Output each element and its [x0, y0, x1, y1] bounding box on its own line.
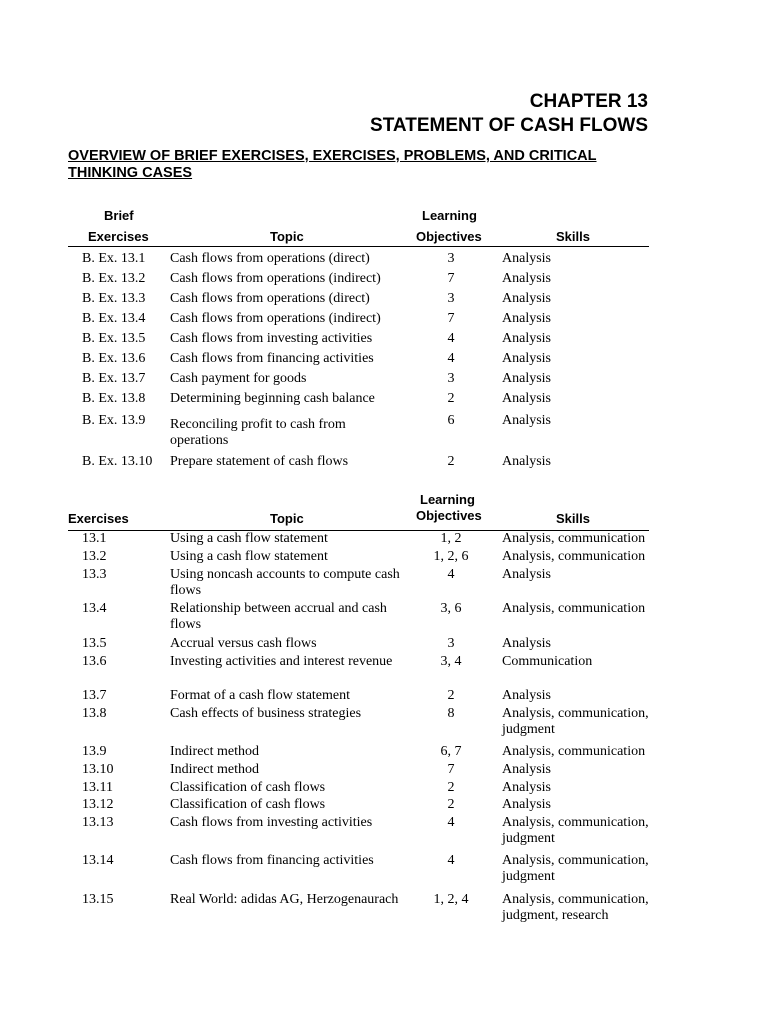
row-skills: Analysis	[502, 351, 551, 366]
header-learning: Learning	[420, 492, 475, 507]
row-skills: Analysis, communication	[502, 531, 646, 546]
row-id: B. Ex. 13.3	[82, 291, 146, 306]
header-exercises: Exercises	[88, 229, 149, 244]
row-id: 13.11	[82, 780, 113, 795]
header-topic: Topic	[270, 511, 304, 526]
header-exercises: Exercises	[68, 511, 129, 526]
row-skills: Analysis	[502, 454, 551, 469]
row-topic: Prepare statement of cash flows	[170, 454, 349, 469]
row-learning-objectives: 2	[447, 391, 455, 406]
row-skills: Analysis	[502, 251, 551, 266]
row-learning-objectives: 3, 6	[440, 601, 462, 616]
row-skills: Analysis, communication	[502, 549, 646, 564]
row-id: 13.4	[82, 601, 107, 616]
row-topic: Cash flows from operations (indirect)	[170, 271, 381, 286]
row-learning-objectives: 6, 7	[440, 744, 462, 759]
row-learning-objectives: 3	[447, 291, 455, 306]
row-learning-objectives: 8	[447, 706, 455, 721]
row-learning-objectives: 3	[447, 636, 455, 651]
row-id: 13.12	[82, 797, 114, 812]
row-id: B. Ex. 13.6	[82, 351, 146, 366]
row-id: B. Ex. 13.8	[82, 391, 146, 406]
row-topic: Cash flows from operations (direct)	[170, 291, 370, 306]
header-skills: Skills	[556, 511, 590, 526]
row-skills: Analysis	[502, 391, 551, 406]
row-skills: Analysis	[502, 291, 551, 306]
row-skills: Analysis	[502, 371, 551, 386]
row-learning-objectives: 7	[447, 311, 455, 326]
brief-table-header	[68, 206, 649, 247]
row-topic: Determining beginning cash balance	[170, 391, 375, 406]
row-skills: Analysis	[502, 636, 551, 651]
row-skills: Analysis	[502, 271, 551, 286]
row-learning-objectives: 7	[447, 762, 455, 777]
row-topic: Using a cash flow statement	[170, 549, 328, 564]
row-id: B. Ex. 13.10	[82, 454, 153, 469]
row-topic: Cash flows from investing activities	[170, 815, 373, 830]
row-skills: Analysis	[502, 567, 551, 582]
row-topic: Investing activities and interest revenue	[170, 654, 393, 669]
row-id: B. Ex. 13.9	[82, 413, 146, 428]
row-learning-objectives: 2	[447, 797, 455, 812]
row-id: 13.15	[82, 892, 114, 907]
row-skills: Analysis, communication, judgment	[502, 706, 649, 737]
row-topic: Cash flows from operations (indirect)	[170, 311, 381, 326]
row-topic: Classification of cash flows	[170, 780, 326, 795]
row-learning-objectives: 4	[447, 351, 455, 366]
row-topic: Cash flows from investing activities	[170, 331, 373, 346]
row-topic: Cash flows from financing activities	[170, 351, 374, 366]
row-topic: Classification of cash flows	[170, 797, 326, 812]
header-objectives: Objectives	[416, 508, 482, 523]
row-skills: Analysis	[502, 413, 551, 428]
row-learning-objectives: 2	[447, 688, 455, 703]
row-id: 13.8	[82, 706, 107, 721]
row-skills: Analysis, communication, judgment	[502, 853, 649, 884]
row-topic: Reconciling profit to cash from operations	[170, 417, 346, 448]
row-skills: Analysis, communication	[502, 601, 646, 616]
row-learning-objectives: 7	[447, 271, 455, 286]
header-topic: Topic	[270, 229, 304, 244]
row-topic: Using a cash flow statement	[170, 531, 328, 546]
chapter-title: STATEMENT OF CASH FLOWS	[370, 115, 648, 136]
row-learning-objectives: 4	[447, 567, 455, 582]
row-learning-objectives: 1, 2, 4	[433, 892, 469, 907]
row-learning-objectives: 6	[447, 413, 455, 428]
row-id: 13.9	[82, 744, 107, 759]
row-skills: Analysis, communication, judgment, research	[502, 892, 649, 923]
row-learning-objectives: 2	[447, 454, 455, 469]
row-learning-objectives: 4	[447, 331, 455, 346]
row-learning-objectives: 1, 2, 6	[433, 549, 469, 564]
row-id: 13.5	[82, 636, 107, 651]
row-id: 13.2	[82, 549, 107, 564]
brief-exercises-table	[68, 206, 649, 469]
row-learning-objectives: 3	[447, 371, 455, 386]
row-skills: Communication	[502, 654, 593, 669]
row-id: B. Ex. 13.1	[82, 251, 146, 266]
row-topic: Indirect method	[170, 744, 260, 759]
row-skills: Analysis	[502, 780, 551, 795]
row-learning-objectives: 4	[447, 815, 455, 830]
row-id: B. Ex. 13.7	[82, 371, 146, 386]
row-topic: Indirect method	[170, 762, 260, 777]
row-id: 13.14	[82, 853, 114, 868]
row-topic: Cash flows from operations (direct)	[170, 251, 370, 266]
row-id: 13.6	[82, 654, 107, 669]
header-skills: Skills	[556, 229, 590, 244]
row-skills: Analysis, communication	[502, 744, 646, 759]
overview-heading: OVERVIEW OF BRIEF EXERCISES, EXERCISES, PROBLEMS, AND CRITICAL THINKING CASES	[68, 148, 597, 181]
row-topic: Using noncash accounts to compute cash flows	[170, 567, 400, 598]
exercise-table-header	[68, 490, 649, 531]
row-id: B. Ex. 13.4	[82, 311, 146, 326]
row-learning-objectives: 3, 4	[440, 654, 462, 669]
row-topic: Cash flows from financing activities	[170, 853, 374, 868]
row-topic: Format of a cash flow statement	[170, 688, 351, 703]
row-topic: Accrual versus cash flows	[170, 636, 317, 651]
row-id: 13.7	[82, 688, 107, 703]
row-id: 13.13	[82, 815, 114, 830]
exercises-table	[68, 490, 649, 923]
row-learning-objectives: 2	[447, 780, 455, 795]
chapter-heading	[370, 90, 648, 138]
row-topic: Cash effects of business strategies	[170, 706, 362, 721]
row-topic: Cash payment for goods	[170, 371, 307, 386]
chapter-number: CHAPTER 13	[529, 91, 648, 112]
header-learning: Learning	[422, 208, 477, 223]
row-learning-objectives: 4	[447, 853, 455, 868]
header-brief: Brief	[104, 208, 134, 223]
row-learning-objectives: 1, 2	[440, 531, 462, 546]
header-objectives: Objectives	[416, 229, 482, 244]
row-id: B. Ex. 13.2	[82, 271, 146, 286]
row-skills: Analysis, communication, judgment	[502, 815, 649, 846]
row-skills: Analysis	[502, 688, 551, 703]
row-skills: Analysis	[502, 762, 551, 777]
row-id: 13.3	[82, 567, 107, 582]
row-topic: Relationship between accrual and cash flows	[170, 601, 387, 632]
row-id: 13.1	[82, 531, 107, 546]
row-topic: Real World: adidas AG, Herzogenaurach	[170, 892, 399, 907]
row-skills: Analysis	[502, 311, 551, 326]
row-skills: Analysis	[502, 331, 551, 346]
row-id: 13.10	[82, 762, 114, 777]
row-skills: Analysis	[502, 797, 551, 812]
row-learning-objectives: 3	[447, 251, 455, 266]
row-id: B. Ex. 13.5	[82, 331, 146, 346]
